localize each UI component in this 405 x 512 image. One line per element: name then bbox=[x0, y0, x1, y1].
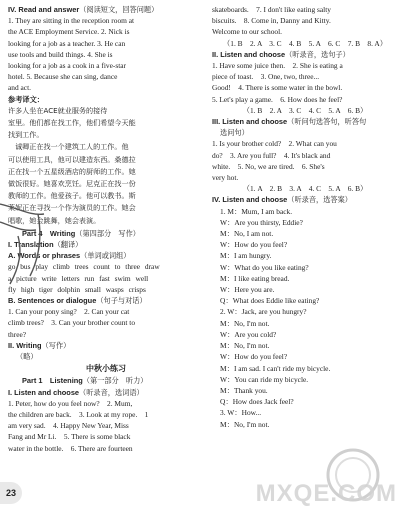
dialogue-line: W：How do you feel? bbox=[220, 352, 288, 362]
section-iii-heading-continued: 选问句） bbox=[220, 128, 249, 138]
part4-heading: Part 4 Writing（第四部分 写作） bbox=[22, 228, 140, 238]
section-iii-script bbox=[212, 138, 398, 183]
dialogue-line: W：You can ride my bicycle. bbox=[220, 374, 309, 384]
dialogue-line: 2. W：Jack, are you hungry? bbox=[220, 307, 307, 317]
section-iv-heading: IV. Read and answer（阅读短文，回答问题） bbox=[8, 5, 159, 14]
right-column bbox=[212, 4, 398, 430]
writing-answer: （略） bbox=[16, 352, 38, 362]
translation-line: 莱妮正在寻找一个作为演员的工作。她会 bbox=[8, 203, 136, 213]
dialogue-line: W：How do you feel? bbox=[220, 240, 288, 250]
section-ii-line: piece of toast. 3. One, two, three... bbox=[212, 72, 320, 82]
dialogue-line: M：Thank you. bbox=[220, 385, 268, 395]
listening-line: water in the bottle. 6. There are fourteen bbox=[8, 443, 133, 453]
translation-label: 参考译文： bbox=[8, 94, 44, 104]
listening-script bbox=[8, 398, 204, 454]
translation-line: 诚卿正在找一个建筑工人的工作。他 bbox=[8, 142, 129, 152]
translation-section-heading: I. Translation（翻译） bbox=[8, 240, 83, 250]
dialogue-line: M：No, I am not. bbox=[220, 229, 274, 239]
words-line: go bus play climb trees count to three draw bbox=[8, 262, 160, 272]
answers-section-iii: （1. A 2. B 3. A 4. C 5. A 6. B） bbox=[242, 184, 368, 194]
story-line: looking for a job as a teacher. 3. He can bbox=[8, 38, 126, 48]
section-ii-line: 5. Let's play a game. 6. How does he feel? bbox=[212, 94, 343, 104]
translation-line: 正在找一个五星级酒店的厨师的工作。她 bbox=[8, 166, 136, 176]
listening-line: the children are back. 3. Look at my rope. 1 bbox=[8, 409, 149, 419]
section-iii-line: white. 5. No, we are tired. 6. She's bbox=[212, 161, 325, 171]
words-subheading: A. Words or phrases（单词或词组） bbox=[8, 251, 131, 261]
section-ii-line: 1. Have some juice then. 2. She is eating a bbox=[212, 61, 343, 71]
sentence-line: 1. Can your pony sing? 2. Can your cat bbox=[8, 307, 130, 317]
writing-section-heading: II. Writing（写作） bbox=[8, 340, 71, 350]
story-line: hotel. 5. Because she can sing, dance bbox=[8, 72, 118, 82]
listening-line: Fang and Mr Li. 5. There is some black bbox=[8, 432, 131, 442]
page-number: 23 bbox=[0, 482, 22, 504]
story-line: the ACE Employment Service. 2. Nick is bbox=[8, 27, 130, 37]
answers-section-ii: （1. B 2. A 3. C 4. C 5. A 6. B） bbox=[242, 105, 368, 115]
dialogue-line: M：I am hungry. bbox=[220, 251, 272, 261]
sentences-answers bbox=[8, 306, 204, 340]
listening-line: am very sad. 4. Happy New Year, Miss bbox=[8, 421, 129, 431]
story-line: and act. bbox=[8, 83, 31, 93]
listening-script-continued bbox=[212, 4, 398, 38]
reading-answers bbox=[8, 15, 204, 93]
dialogue-line: M：I like eating bread. bbox=[220, 273, 290, 283]
story-line: use tools and build things. 4. She is bbox=[8, 49, 113, 59]
dialogue-line: W：What do you like eating? bbox=[220, 262, 309, 272]
decorative-line-art bbox=[0, 196, 60, 286]
words-line: a picture write letters run fast swim well bbox=[8, 273, 149, 283]
translation-line: 可以使用工具，他可以建造东西。桑德拉 bbox=[8, 154, 136, 164]
dialogue-line: M：I am sad. I can't ride my bicycle. bbox=[220, 363, 331, 373]
listening-line: skateboards. 7. I don't like eating salty bbox=[212, 5, 331, 14]
section-iii-line: 1. Is your brother cold? 2. What can you bbox=[212, 139, 337, 149]
section-iii-line: do? 3. Are you full? 4. It's black and bbox=[212, 150, 331, 160]
dialogue-script bbox=[212, 206, 398, 430]
answers-section-i: （1. B 2. A 3. C 4. B 5. A 6. C 7. B 8. A） bbox=[222, 38, 388, 48]
translation-line: 唱歌，她会跳舞，她会表演。 bbox=[8, 215, 101, 225]
section-ii-script bbox=[212, 60, 398, 105]
dialogue-line: M：No, I'm not. bbox=[220, 318, 270, 328]
listening-section-i-heading: I. Listen and choose（听录音，选词语） bbox=[8, 387, 144, 397]
translation-line: 找到工作。 bbox=[8, 130, 44, 140]
translation-line: 教师的工作。他爱孩子。他可以教书。斯 bbox=[8, 191, 136, 201]
dialogue-line: 1. M：Mum, I am back. bbox=[220, 206, 293, 216]
listening-line: 1. Peter, how do you feel now? 2. Mum, bbox=[8, 398, 133, 408]
words-line: fly high tiger dolphin small wasps crisps bbox=[8, 284, 146, 294]
listening-section-iv-heading: IV. Listen and choose（听录音，选答案） bbox=[212, 195, 352, 205]
midterm-title: 中秋小练习 bbox=[86, 364, 126, 374]
listening-section-iii-heading: III. Listen and choose（听问句选答句，听答句 bbox=[212, 117, 367, 127]
sentence-line: three? bbox=[8, 329, 27, 339]
dialogue-line: W：Are you cold? bbox=[220, 329, 277, 339]
dialogue-line: M：No, I'm not. bbox=[220, 341, 270, 351]
listening-section-ii-heading: II. Listen and choose（听录音，选句子） bbox=[212, 49, 350, 59]
sentences-subheading: B. Sentences or dialogue（句子与对话） bbox=[8, 296, 147, 306]
story-line: looking for a job as a cook in a five-star bbox=[8, 61, 127, 71]
translation-line: 室里。他们都在找工作，他们希望今天能 bbox=[8, 118, 136, 128]
site-watermark: MXQE.COM bbox=[255, 480, 397, 507]
section-ii-line: Good! 4. There is some water in the bowl. bbox=[212, 83, 343, 93]
dialogue-line: M：No, I'm not. bbox=[220, 419, 270, 429]
listening-line: biscuits. 8. Come in, Danny and Kitty. bbox=[212, 16, 331, 26]
story-line: 1. They are sitting in the reception room at bbox=[8, 16, 135, 26]
translation-line: 许多人坐在ACE就业服务的接待 bbox=[8, 105, 108, 115]
listening-line: Welcome to our school. bbox=[212, 27, 283, 37]
dialogue-line: W：Are you thirsty, Eddie? bbox=[220, 217, 303, 227]
part1-heading: Part 1 Listening（第一部分 听力） bbox=[22, 376, 148, 386]
sentence-line: climb trees? 3. Can your brother count to bbox=[8, 318, 136, 328]
dialogue-line: 3. W：How... bbox=[220, 408, 262, 418]
dialogue-line: W：Here you are. bbox=[220, 285, 275, 295]
section-iii-line: very hot. bbox=[212, 173, 239, 183]
dialogue-line: Q：How does Jack feel? bbox=[220, 397, 294, 407]
translation-line: 做饭很好。她喜欢烹饪。尼克正在找一份 bbox=[8, 179, 136, 189]
dialogue-line: Q：What does Eddie like eating? bbox=[220, 296, 320, 306]
